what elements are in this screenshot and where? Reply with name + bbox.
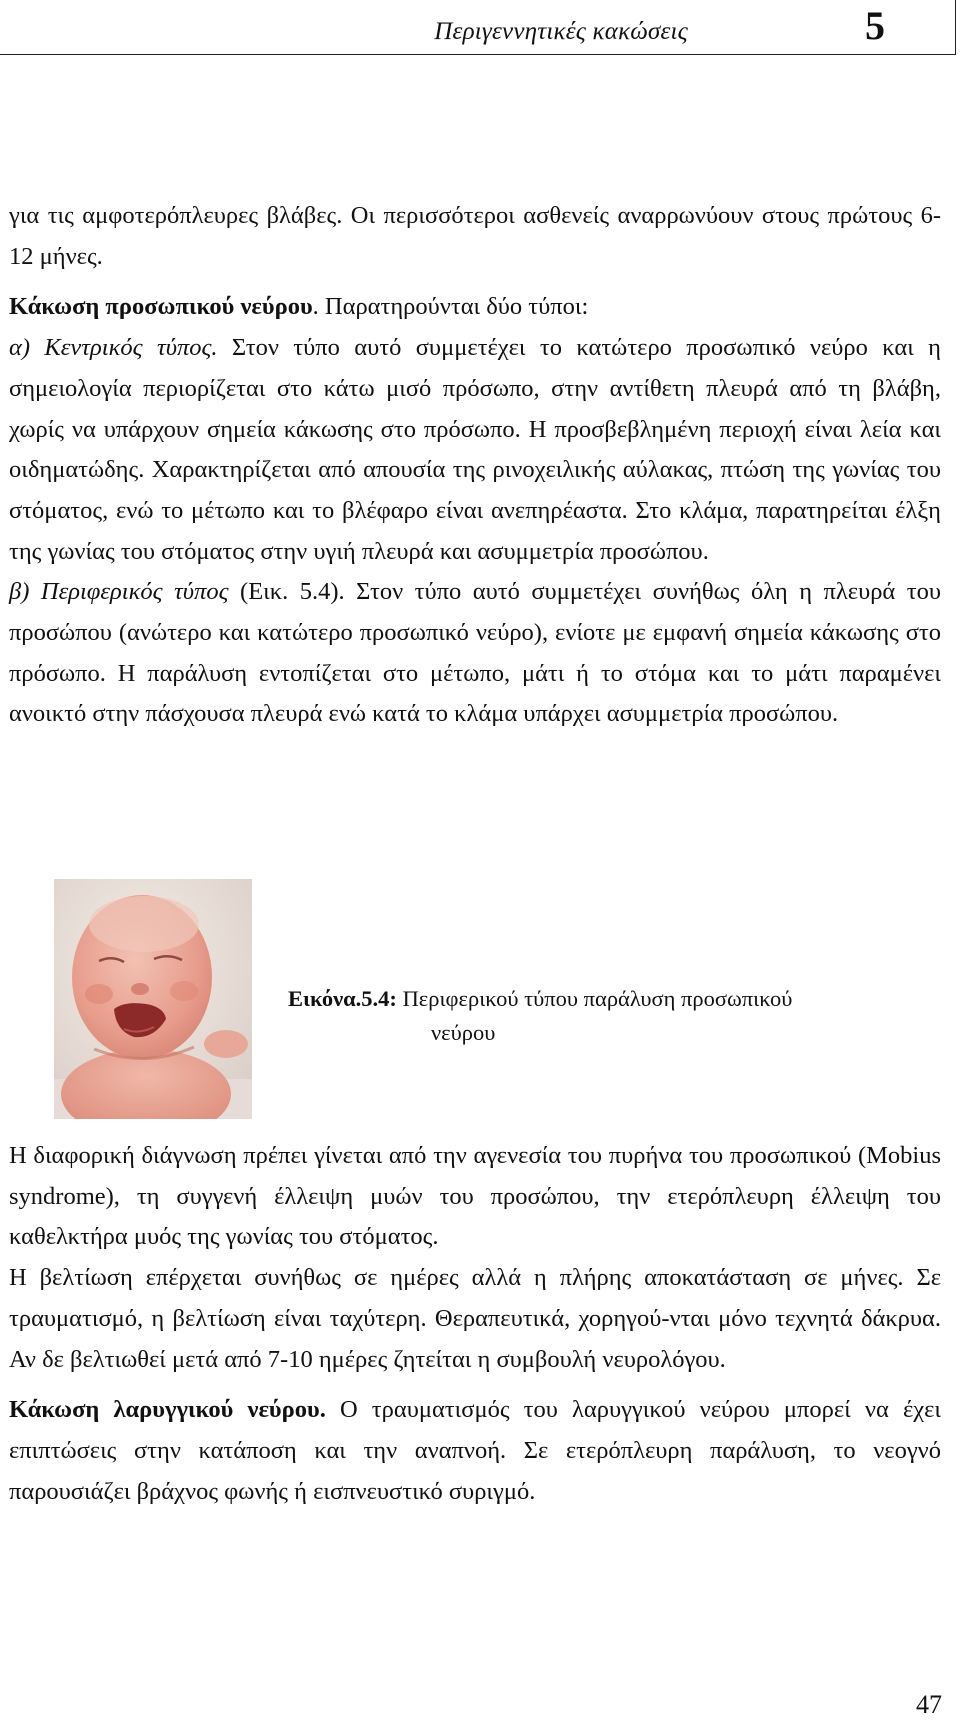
laryngeal-text: Ο τραυματισμός του λαρυγγικού νεύρου μπορεί να έχει επιπτώσεις στην κατάποση και την αναπνοή. Σε ετερόπλευρη παράλυση, το νεογνό παρουσιάζει βράχνος φωνής ή εισπνευστικό συριγμό.	[9, 1396, 941, 1505]
figure-label: Εικόνα.5.4:	[288, 986, 397, 1011]
paragraph-type-b	[9, 572, 941, 735]
figure-caption-line1: Περιφερικού τύπου παράλυση προσωπικού	[396, 986, 793, 1011]
figure-caption-line2: νεύρου	[431, 1020, 496, 1045]
paragraph-type-a	[9, 328, 941, 572]
paragraph-improvement: Η βελτίωση επέρχεται συνήθως σε ημέρες αλλά η πλήρης αποκατάσταση σε μήνες. Σε τραυματισμό, η βελτίωση είναι ταχύτερη. Θεραπευτικά, χορηγού-νται μόνο τεχνητά δάκρυα. Αν δε βελτιωθεί μετά από 7-10 ημέρες ζητείται η συμβουλή νευρολόγου.	[9, 1264, 941, 1373]
paragraph-laryngeal	[9, 1390, 941, 1512]
page-number: 47	[916, 1690, 942, 1719]
type-a-text: Στον τύπο αυτό συμμετέχει το κατώτερο προσωπικό νεύρο και η σημειολογία περιορίζεται στο κάτω μισό πρόσωπο, στην αντίθετη πλευρά από τη βλάβη, χωρίς να υπάρχουν σημεία κάκωσης στο πρόσωπο. Η προσβεβλημένη περιοχή είναι λεία και οιδηματώδης. Χαρακτηρίζεται από απουσία της ρινοχειλικής αύλακας, πτώση της γωνίας του στόματος, ενώ το μέτωπο και το βλέφαρο είναι ανεπηρέαστα. Στο κλάμα, παρατηρείται έλξη της γωνίας του στόματος στην υγιή πλευρά και ασυμμετρία προσώπου.	[9, 334, 941, 565]
type-a-label: α) Κεντρικός τύπος.	[9, 334, 218, 362]
paragraph-continuation: για τις αμφοτερόπλευρες βλάβες. Οι περισσότεροι ασθενείς αναρρωνύουν στους πρώτους 6-12 μήνες.	[9, 202, 941, 270]
laryngeal-nerve-heading: Κάκωση λαρυγγικού νεύρου.	[9, 1396, 326, 1424]
running-title: Περιγεννητικές κακώσεις	[434, 18, 688, 45]
paragraph-facial-heading	[9, 287, 941, 328]
text-block-top	[9, 196, 941, 735]
facial-nerve-heading: Κάκωση προσωπικού νεύρου	[9, 293, 313, 321]
type-b-label: β) Περιφερικός τύπος	[9, 578, 229, 606]
chapter-number: 5	[865, 3, 885, 48]
running-header	[0, 0, 956, 55]
facial-intro: . Παρατηρούνται δύο τύποι:	[312, 293, 589, 321]
figure-caption	[288, 982, 792, 1050]
type-b-text: (Εικ. 5.4). Στον τύπο αυτό συμμετέχει συνήθως όλη η πλευρά του προσώπου (ανώτερο και κατώτερο προσωπικό νεύρο), ενίοτε με εμφανή σημεία κάκωσης στο πρόσωπο. Η παράλυση εντοπίζεται στο μέτωπο, μάτι ή το στόμα και το μάτι παραμένει ανοικτό στην πάσχουσα πλευρά ενώ κατά το κλάμα υπάρχει ασυμμετρία προσώπου.	[9, 578, 941, 728]
text-block-bottom	[9, 1136, 941, 1512]
figure-photo-infant	[54, 879, 252, 1119]
paragraph-differential-diagnosis: Η διαφορική διάγνωση πρέπει γίνεται από την αγενεσία του πυρήνα του προσωπικού (Mobius syndrome), τη συγγενή έλλειψη μυών του προσώπου, την ετερόπλευρη έλλειψη του καθελκτήρα μυός της γωνίας του στόματος.	[9, 1142, 941, 1251]
